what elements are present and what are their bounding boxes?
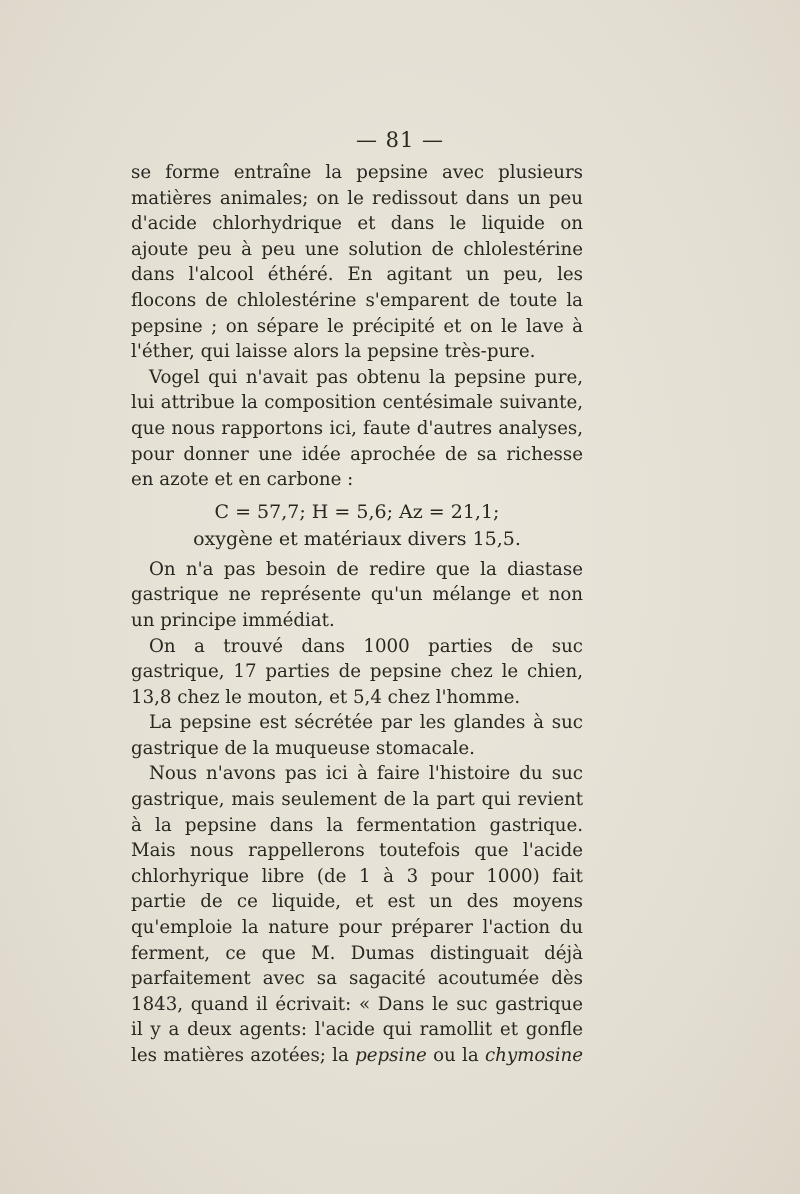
paragraph-6 [131,761,583,1068]
paragraph-4: On a trouvé dans 1000 parties de suc gastrique, 17 parties de pepsine chez le chien, 13,8 chez le mouton, et 5,4 chez l'homme. [131,635,583,708]
paragraph-1: se forme entraîne la pepsine avec plusieurs matières animales; on le redissout dans un peu d'acide chlorhydrique et dans le liquide on ajoute peu à peu une solution de chlolestérine dans l'alcool éthéré. En agitant un peu, les flocons de chlolestérine s'emparent de toute la pepsine ; on sépare le précipité et on le lave à l'éther, qui laisse alors la pepsine très-pure. [131,162,583,363]
paragraph-6-mid: ou la [433,1045,479,1066]
page-number: — 81 — [355,128,445,152]
formula-line-1: C = 57,7; H = 5,6; Az = 21,1; [214,500,500,523]
body-text [131,160,583,1069]
paragraph-3: On n'a pas besoin de redire que la diastase gastrique ne représente qu'un mélange et non un principe immédiat. [131,558,583,631]
paragraph-2: Vogel qui n'avait pas obtenu la pepsine pure, lui attribue la composition centésimale suivante, que nous rapportons ici, faute d'autres analyses, pour donner une idée aprochée de sa richesse en azote et en carbone : [131,366,583,491]
paragraph-5: La pepsine est sécrétée par les glandes à suc gastrique de la muqueuse stomacale. [131,712,583,759]
italic-pepsine: pepsine [355,1045,427,1066]
italic-chymosine: chymosine [484,1045,583,1066]
paragraph-6-text: Nous n'avons pas ici à faire l'histoire du suc gastrique, mais seulement de la part qui revient à la pepsine dans la fermentation gastrique. Mais nous rappellerons toutefois que l'acide chlorhyrique libre (de 1 à 3 pour 1000) fait partie de ce liquide, et est un des moyens qu'emploie la nature pour préparer l'action du ferment, ce que M. Dumas distinguait déjà parfaitement avec sa sagacité acoutumée dès 1843, quand il écrivait: « Dans le suc gastrique il y a deux agents: l'acide qui ramollit et gonfle les matières azotées; la [131,763,583,1066]
formula-line-2: oxygène et matériaux divers 15,5. [193,527,521,550]
